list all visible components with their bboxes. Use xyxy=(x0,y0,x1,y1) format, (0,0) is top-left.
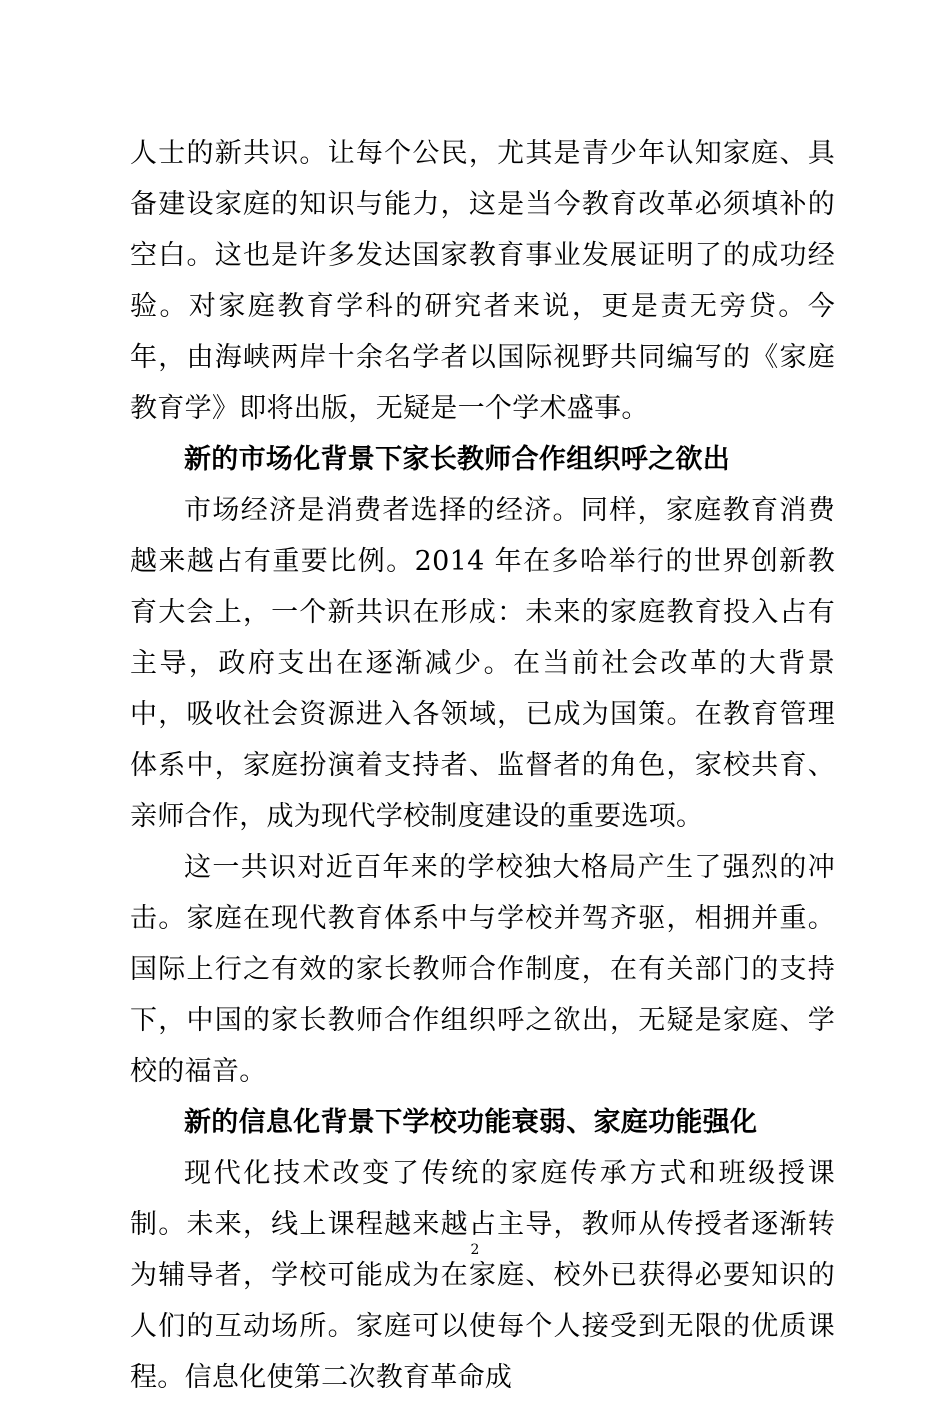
section-heading-market: 新的市场化背景下家长教师合作组织呼之欲出 xyxy=(184,444,730,475)
paragraph-modern-technology: 现代化技术改变了传统的家庭传承方式和班级授课制。未来，线上课程越来越占主导，教师从传授者逐渐转为辅导者，学校可能成为在家庭、校外已获得必要知识的人们的互动场所。家庭可以使每个人接受到无限的优质课程。信息化使第二次教育革命成 xyxy=(130,1158,835,1393)
paragraph-market-economy: 市场经济是消费者选择的经济。同样，家庭教育消费越来越占有重要比例。2014 年在多哈举行的世界创新教育大会上，一个新共识在形成：未来的家庭教育投入占有主导，政府支出在逐渐减少。在当前社会改革的大背景中，吸收社会资源进入各领域，已成为国策。在教育管理体系中，家庭扮演着支持者、监督者的角色，家校共育、亲师合作，成为现代学校制度建设的重要选项。 xyxy=(130,495,835,832)
section-heading-information: 新的信息化背景下学校功能衰弱、家庭功能强化 xyxy=(184,1107,758,1138)
paragraph-consensus-impact: 这一共识对近百年来的学校独大格局产生了强烈的冲击。家庭在现代教育体系中与学校并驾齐驱，相拥并重。国际上行之有效的家长教师合作制度，在有关部门的支持下，中国的家长教师合作组织呼之欲出，无疑是家庭、学校的福音。 xyxy=(130,852,835,1087)
document-body xyxy=(130,128,835,1403)
page-number: 2 xyxy=(470,1242,480,1258)
paragraph-continuation: 人士的新共识。让每个公民，尤其是青少年认知家庭、具备建设家庭的知识与能力，这是当今教育改革必须填补的空白。这也是许多发达国家教育事业发展证明了的成功经验。对家庭教育学科的研究者来说，更是责无旁贷。今年，由海峡两岸十余名学者以国际视野共同编写的《家庭教育学》即将出版，无疑是一个学术盛事。 xyxy=(130,138,835,424)
